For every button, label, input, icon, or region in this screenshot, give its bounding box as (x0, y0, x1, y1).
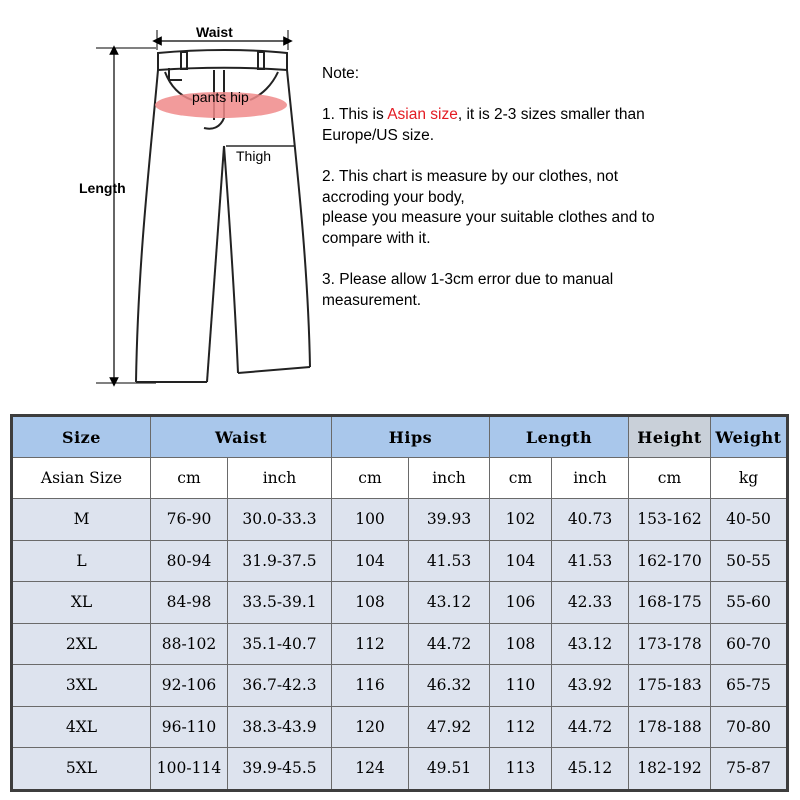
note-2 (322, 167, 792, 249)
table-cell: 168-175 (629, 582, 711, 624)
notes-title: Note: (322, 65, 360, 82)
note-1-line2: Europe/US size. (322, 126, 434, 144)
table-cell: 100-114 (151, 748, 228, 791)
table-cell: 108 (332, 582, 409, 624)
unit-cell: cm (332, 458, 409, 499)
table-cell: 38.3-43.9 (228, 706, 332, 748)
table-row (12, 582, 788, 624)
table-cell: 116 (332, 665, 409, 707)
notes-section (322, 64, 792, 332)
note-3-line1: 3. Please allow 1-3cm error due to manual (322, 270, 614, 288)
note-2-line1: 2. This chart is measure by our clothes, not (322, 167, 619, 185)
unit-cell: cm (629, 458, 711, 499)
size-cell: 4XL (12, 706, 151, 748)
size-cell: M (12, 499, 151, 541)
size-cell: 3XL (12, 665, 151, 707)
table-cell: 88-102 (151, 623, 228, 665)
table-cell: 110 (490, 665, 552, 707)
note-3-line2: measurement. (322, 291, 422, 309)
size-cell: L (12, 540, 151, 582)
table-cell: 112 (332, 623, 409, 665)
table-cell: 76-90 (151, 499, 228, 541)
table-row (12, 665, 788, 707)
table-cell: 31.9-37.5 (228, 540, 332, 582)
table-cell: 50-55 (711, 540, 788, 582)
header-height: Height (629, 416, 711, 458)
unit-cell: Asian Size (12, 458, 151, 499)
table-cell: 75-87 (711, 748, 788, 791)
table-header-row (12, 416, 788, 458)
note-1-suffix: , it is 2-3 sizes smaller than (457, 106, 645, 124)
table-cell: 36.7-42.3 (228, 665, 332, 707)
table-cell: 49.51 (409, 748, 490, 791)
length-label: Length (79, 180, 126, 196)
size-cell: XL (12, 582, 151, 624)
table-row (12, 748, 788, 791)
size-cell: 5XL (12, 748, 151, 791)
unit-cell: inch (552, 458, 629, 499)
table-row (12, 623, 788, 665)
table-cell: 175-183 (629, 665, 711, 707)
header-length: Length (490, 416, 629, 458)
table-cell: 40-50 (711, 499, 788, 541)
table-cell: 43.92 (552, 665, 629, 707)
table-cell: 182-192 (629, 748, 711, 791)
pants-measurement-diagram (0, 0, 320, 400)
note-2-line2: accroding your body, (322, 188, 465, 206)
note-3 (322, 270, 792, 311)
header-hips: Hips (332, 416, 490, 458)
hip-label: pants hip (192, 89, 249, 105)
table-cell: 45.12 (552, 748, 629, 791)
table-cell: 173-178 (629, 623, 711, 665)
table-row (12, 540, 788, 582)
header-size: Size (12, 416, 151, 458)
note-1-highlight: Asian size (387, 106, 458, 124)
size-cell: 2XL (12, 623, 151, 665)
table-cell: 40.73 (552, 499, 629, 541)
note-2-line4: compare with it. (322, 229, 431, 247)
table-cell: 153-162 (629, 499, 711, 541)
table-row (12, 499, 788, 541)
table-cell: 55-60 (711, 582, 788, 624)
table-cell: 80-94 (151, 540, 228, 582)
table-cell: 120 (332, 706, 409, 748)
table-cell: 43.12 (552, 623, 629, 665)
table-cell: 39.9-45.5 (228, 748, 332, 791)
table-cell: 162-170 (629, 540, 711, 582)
table-cell: 178-188 (629, 706, 711, 748)
table-cell: 65-75 (711, 665, 788, 707)
table-cell: 44.72 (552, 706, 629, 748)
table-cell: 41.53 (409, 540, 490, 582)
table-cell: 43.12 (409, 582, 490, 624)
unit-cell: kg (711, 458, 788, 499)
table-cell: 84-98 (151, 582, 228, 624)
table-cell: 113 (490, 748, 552, 791)
table-cell: 60-70 (711, 623, 788, 665)
table-cell: 112 (490, 706, 552, 748)
size-chart-table (10, 414, 789, 792)
table-cell: 106 (490, 582, 552, 624)
table-cell: 92-106 (151, 665, 228, 707)
note-1 (322, 105, 792, 146)
table-cell: 35.1-40.7 (228, 623, 332, 665)
table-unit-row (12, 458, 788, 499)
table-cell: 44.72 (409, 623, 490, 665)
header-weight: Weight (711, 416, 788, 458)
table-cell: 108 (490, 623, 552, 665)
table-cell: 96-110 (151, 706, 228, 748)
waist-label: Waist (196, 24, 233, 40)
table-cell: 33.5-39.1 (228, 582, 332, 624)
pants-illustration (0, 0, 320, 400)
table-cell: 41.53 (552, 540, 629, 582)
unit-cell: inch (409, 458, 490, 499)
table-cell: 104 (490, 540, 552, 582)
header-waist: Waist (151, 416, 332, 458)
table-cell: 104 (332, 540, 409, 582)
thigh-label: Thigh (236, 148, 272, 164)
table-cell: 70-80 (711, 706, 788, 748)
unit-cell: cm (490, 458, 552, 499)
table-cell: 39.93 (409, 499, 490, 541)
table-cell: 30.0-33.3 (228, 499, 332, 541)
table-cell: 100 (332, 499, 409, 541)
table-cell: 42.33 (552, 582, 629, 624)
unit-cell: cm (151, 458, 228, 499)
note-1-prefix: 1. This is (322, 106, 388, 124)
unit-cell: inch (228, 458, 332, 499)
table-cell: 47.92 (409, 706, 490, 748)
note-2-line3: please you measure your suitable clothes and to (322, 209, 655, 227)
table-cell: 102 (490, 499, 552, 541)
table-cell: 46.32 (409, 665, 490, 707)
table-row (12, 706, 788, 748)
table-cell: 124 (332, 748, 409, 791)
